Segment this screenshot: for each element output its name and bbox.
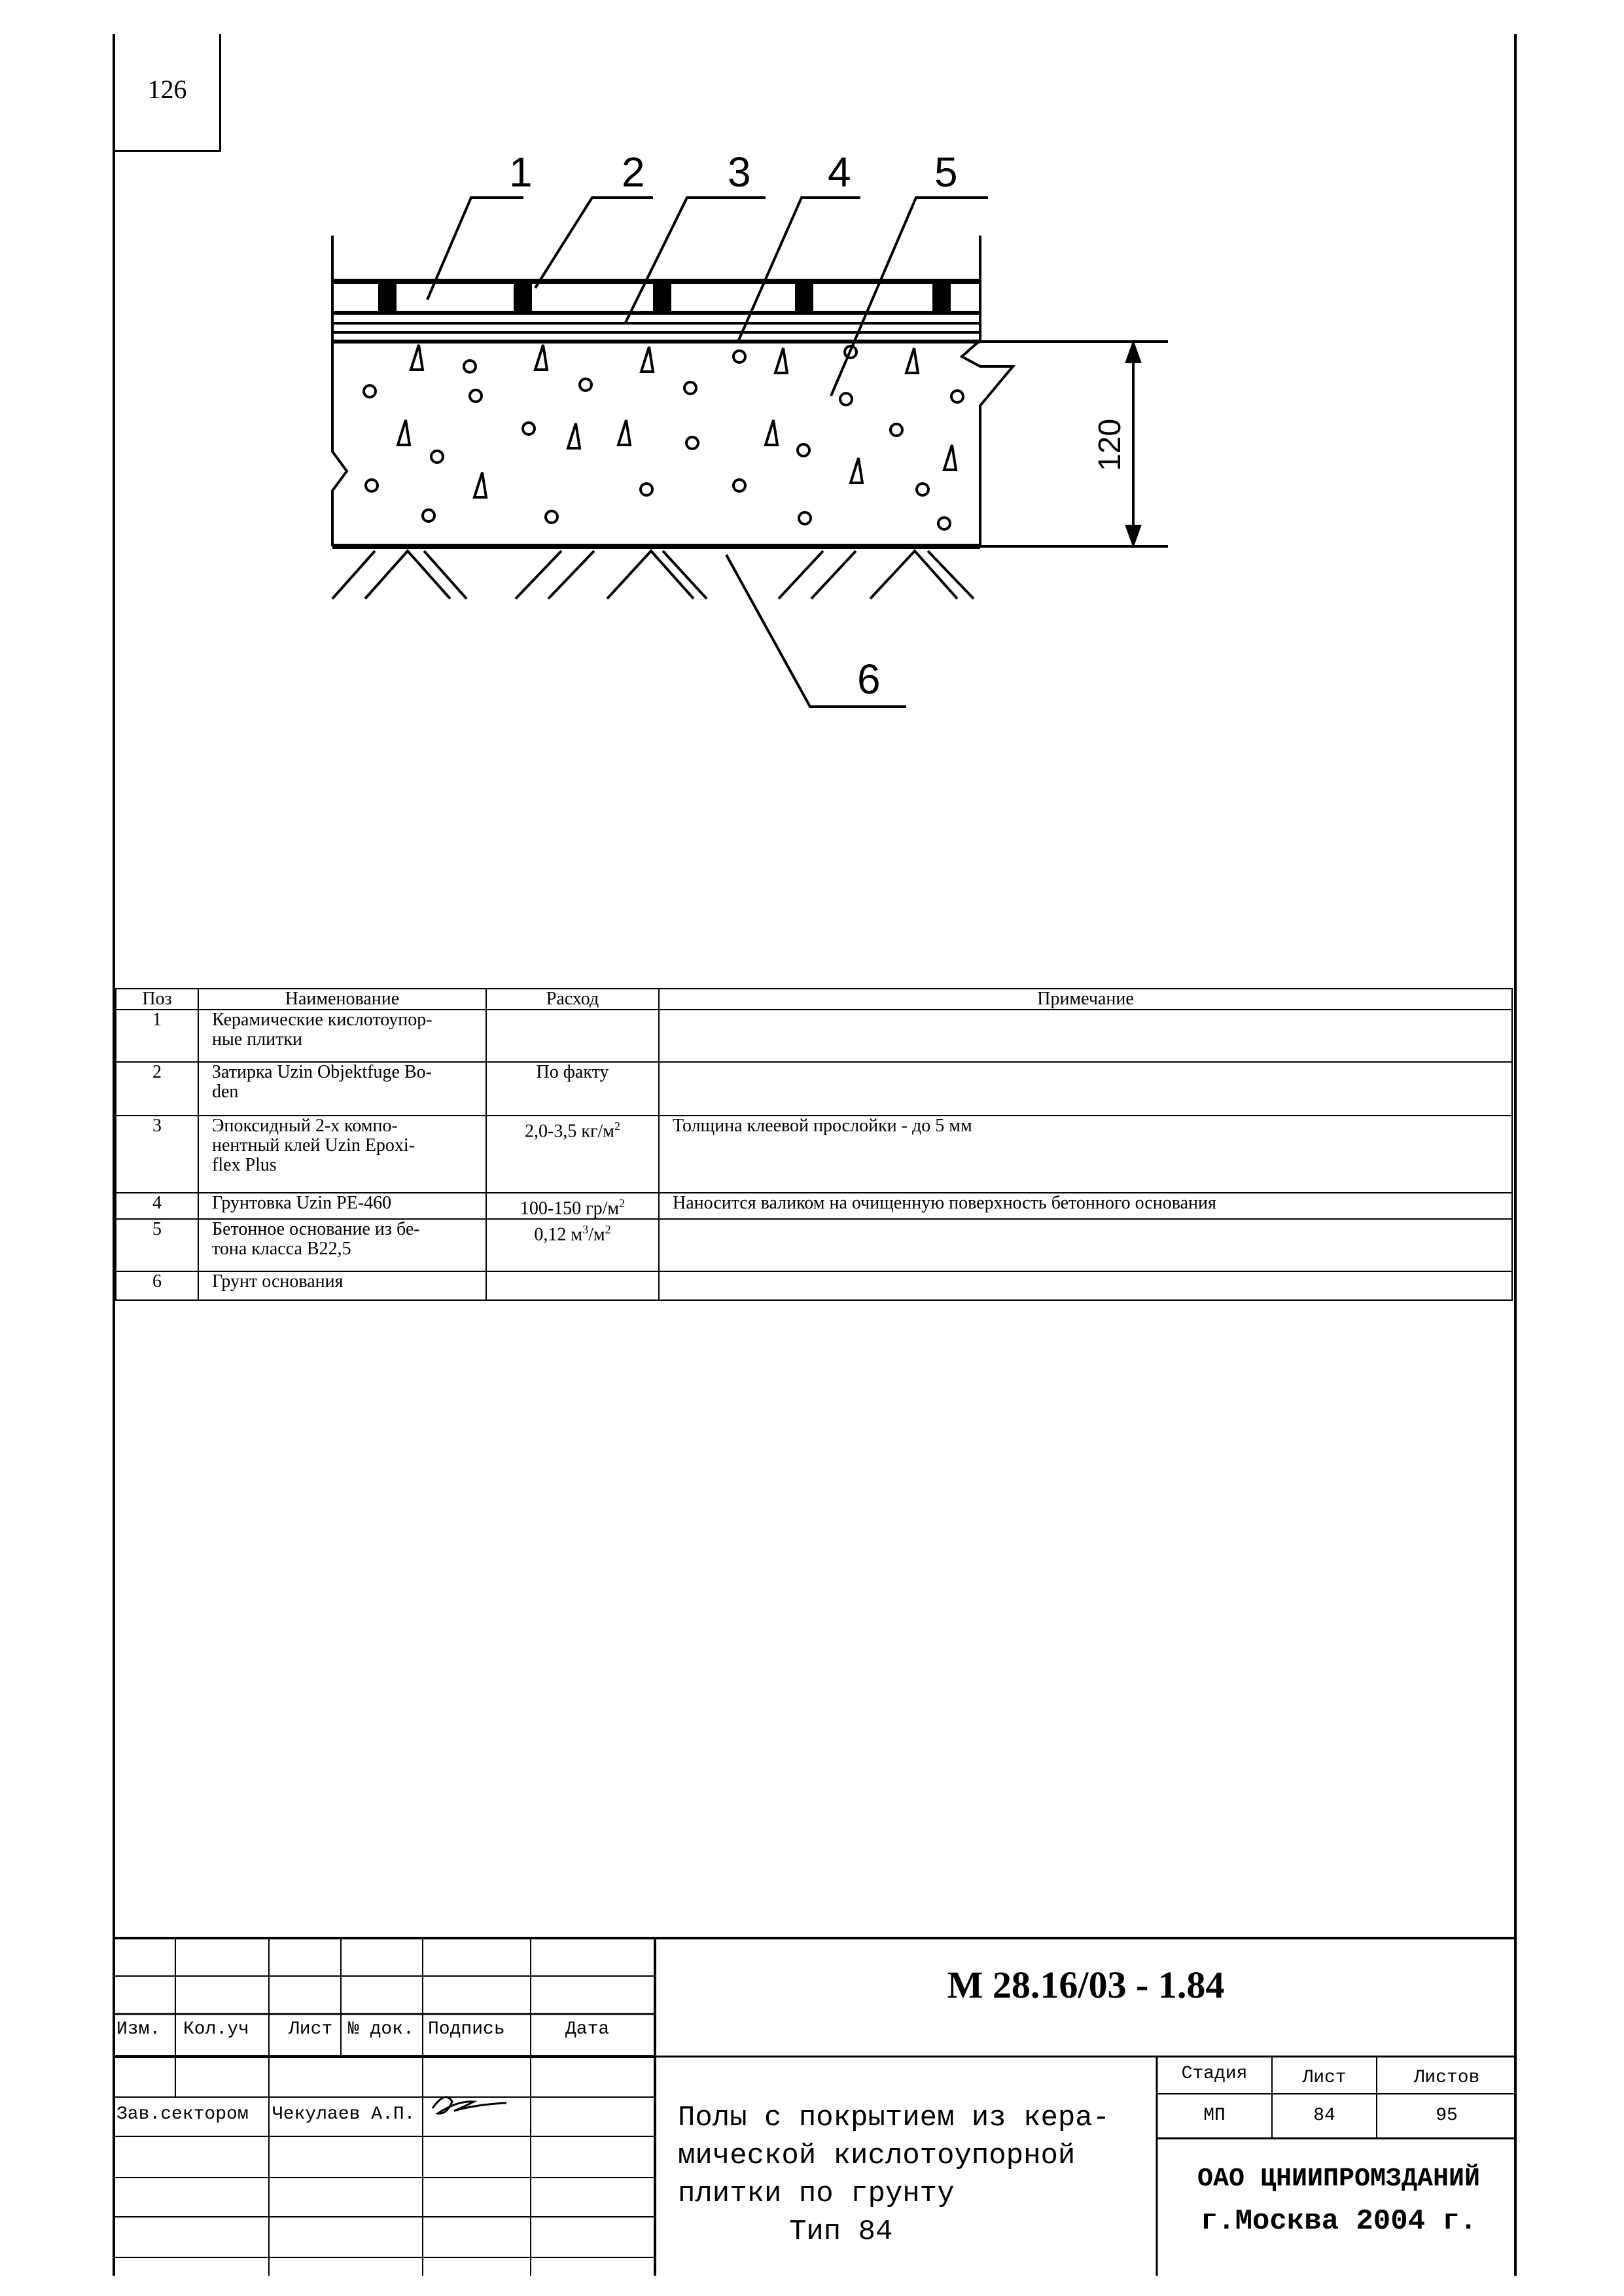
header-rate: Расход — [486, 989, 659, 1010]
ground-hatch — [332, 551, 974, 599]
sheets-value: 95 — [1436, 2106, 1458, 2126]
col-date: Дата — [565, 2019, 610, 2040]
concrete-aggregate — [364, 346, 963, 529]
page-number: 126 — [115, 34, 221, 152]
table-row: 5 Бетонное основание из бе- тона класса В22,5 0,12 $м^3/м^2$ — [116, 1219, 1512, 1271]
leaders — [427, 198, 988, 707]
callout-6: 6 — [857, 656, 881, 703]
specification-table — [115, 988, 1513, 1301]
table-header-row — [116, 989, 1512, 1010]
col-signature: Подпись — [428, 2019, 505, 2040]
dimension-label: 120 — [1093, 418, 1127, 472]
header-note: Примечание — [659, 989, 1512, 1010]
col-doc: № док. — [348, 2019, 414, 2040]
organization: ОАО ЦНИИПРОМЗДАНИЙ — [1197, 2164, 1481, 2194]
table-row: 4 Грунтовка Uzin PE-460 100-150 $гр/м^2$ Наносится валиком на очищенную поверхность бетонного основания — [116, 1193, 1512, 1219]
sheet-label: Лист — [1302, 2068, 1347, 2088]
city-year: г.Москва 2004 г. — [1200, 2205, 1477, 2238]
stage-label: Стадия — [1181, 2064, 1248, 2084]
header-pos: Поз — [116, 989, 198, 1010]
joints — [378, 281, 951, 313]
sheets-label: Листов — [1413, 2068, 1480, 2088]
person-name: Чекулаев А.П. — [272, 2104, 415, 2125]
title-block — [115, 1937, 1517, 2276]
callout-3: 3 — [728, 149, 751, 196]
sheet-value: 84 — [1313, 2106, 1335, 2126]
table-row: 6 Грунт основания — [116, 1271, 1512, 1300]
callout-2: 2 — [622, 149, 645, 196]
col-izm: Изм. — [116, 2019, 161, 2040]
table-row: 3 Эпоксидный 2-х компо- нентный клей Uzin Epoxi- flex Plus 2,0-3,5 $кг/м^2$ Толщина клеевой прослойки - до 5 мм — [116, 1116, 1512, 1193]
stage-value: МП — [1203, 2106, 1226, 2126]
callout-5: 5 — [934, 149, 958, 196]
floor-section-drawing — [0, 0, 1624, 785]
table-row: 2 Затирка Uzin Objektfuge Bo- den По факту — [116, 1062, 1512, 1116]
callout-1: 1 — [509, 149, 533, 196]
role-label: Зав.сектором — [116, 2104, 249, 2125]
drawing-title: Полы с покрытием из кера- мической кислотоупорной плитки по грунту Тип 84 — [678, 2102, 1110, 2248]
callout-4: 4 — [828, 149, 851, 196]
header-name: Наименование — [198, 989, 486, 1010]
document-code: М 28.16/03 - 1.84 — [947, 1964, 1225, 2006]
col-list: Лист — [289, 2019, 333, 2040]
table-row: 1 Керамические кислотоупор- ные плитки — [116, 1010, 1512, 1062]
col-kolych: Кол.уч — [183, 2019, 249, 2040]
signature-mark — [432, 2097, 506, 2113]
